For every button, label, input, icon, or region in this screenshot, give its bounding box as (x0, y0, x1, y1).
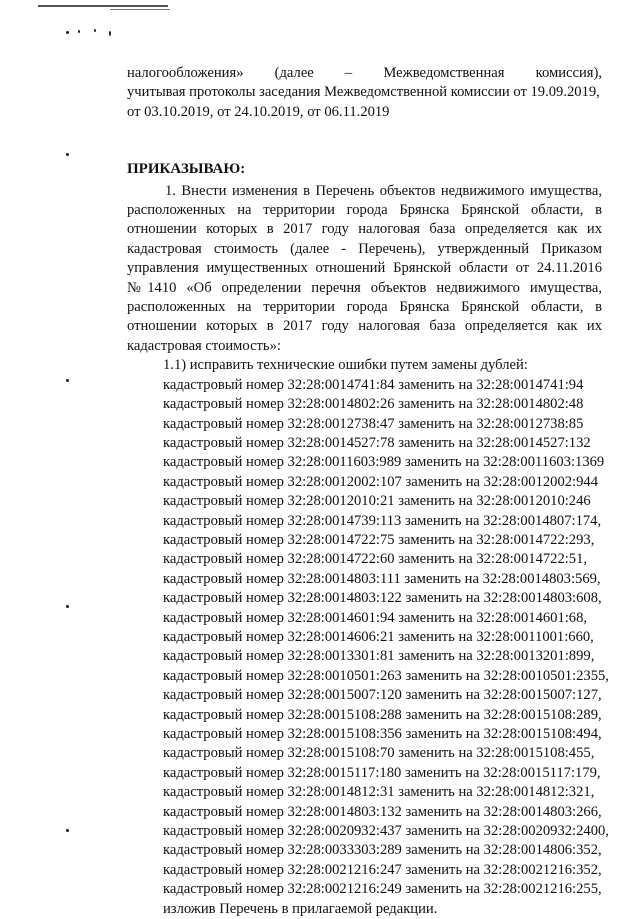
intro-line: от 03.10.2019, от 24.10.2019, от 06.11.2019 (127, 103, 390, 120)
intro-line: налогообложения» (далее – Межведомственная комиссия), (127, 65, 602, 81)
replacement-line: кадастровый номер 32:28:0014527:78 заменить на 32:28:0014527:132 (163, 434, 591, 451)
replacement-line: кадастровый номер 32:28:0015108:288 заменить на 32:28:0015108:289, (163, 706, 602, 723)
scan-speck (94, 29, 96, 32)
replacement-line: кадастровый номер 32:28:0015007:120 заменить на 32:28:0015007:127, (163, 687, 602, 704)
replacement-line: кадастровый номер 32:28:0014812:31 заменить на 32:28:0014812:321, (163, 784, 595, 801)
replacement-line: кадастровый номер 32:28:0021216:247 заменить на 32:28:0021216:352, (163, 861, 602, 878)
item-1-line: отношении которых в 2017 году налоговая база определяется как их (127, 318, 602, 335)
replacement-line: кадастровый номер 32:28:0013301:81 заменить на 32:28:0013201:899, (163, 648, 595, 665)
replacement-line: кадастровый номер 32:28:0014722:75 заменить на 32:28:0014722:293, (163, 531, 595, 548)
replacement-line: кадастровый номер 32:28:0014741:84 заменить на 32:28:0014741:94 (163, 376, 584, 393)
replacement-line: кадастровый номер 32:28:0033303:289 заменить на 32:28:0014806:352, (163, 842, 602, 859)
replacement-line: кадастровый номер 32:28:0014802:26 заменить на 32:28:0014802:48 (163, 396, 584, 413)
replacement-line: кадастровый номер 32:28:0015117:180 заменить на 32:28:0015117:179, (163, 764, 601, 781)
replacement-line: кадастровый номер 32:28:0014739:113 заменить на 32:28:0014807:174, (163, 512, 602, 529)
item-1-line: расположенных на территории города Брянска Брянской области, в (127, 299, 602, 316)
scan-speck (78, 30, 80, 33)
replacement-line: кадастровый номер 32:28:0014803:122 заменить на 32:28:0014803:608, (163, 590, 602, 607)
scan-speck (66, 605, 69, 608)
replacement-line: кадастровый номер 32:28:0014803:132 заменить на 32:28:0014803:266, (163, 803, 602, 820)
replacement-line: кадастровый номер 32:28:0014601:94 заменить на 32:28:0014601:68, (163, 609, 588, 626)
replacement-line: кадастровый номер 32:28:0021216:249 заменить на 32:28:0021216:255, (163, 881, 602, 898)
replacement-line: кадастровый номер 32:28:0014722:60 заменить на 32:28:0014722:51, (163, 551, 588, 568)
replacement-line: кадастровый номер 32:28:0011603:989 заменить на 32:28:0011603:1369 (163, 454, 605, 471)
item-1-line: 1. Внести изменения в Перечень объектов недвижимого имущества, (165, 182, 602, 199)
order-heading: ПРИКАЗЫВАЮ: (127, 161, 246, 178)
scan-speck (109, 31, 111, 36)
replacement-line: кадастровый номер 32:28:0012002:107 заменить на 32:28:0012002:944 (163, 473, 598, 490)
replacement-line: кадастровый номер 32:28:0014606:21 заменить на 32:28:0011001:660, (163, 628, 594, 645)
replacement-line: кадастровый номер 32:28:0014803:111 заменить на 32:28:0014803:569, (163, 570, 601, 587)
item-1-line: №1410 «Об определении перечня объектов недвижимого имущества, (127, 279, 602, 296)
scan-speck (66, 31, 69, 34)
subitem-1-1 (127, 356, 609, 919)
replacement-line: кадастровый номер 32:28:0012738:47 заменить на 32:28:0012738:85 (163, 415, 584, 432)
intro-line: учитывая протоколы заседания Межведомственной комиссии от 19.09.2019, (127, 84, 600, 101)
item-1-line: кадастровая стоимость»: (127, 337, 281, 354)
replacement-line: кадастровый номер 32:28:0012010:21 заменить на 32:28:0012010:246 (163, 493, 591, 510)
replacement-line: кадастровый номер 32:28:0015108:70 заменить на 32:28:0015108:455, (163, 745, 595, 762)
scan-artifact-line (38, 5, 168, 7)
replacement-list (127, 376, 609, 900)
subitem-conclusion: изложив Перечень в прилагаемой редакции. (163, 900, 438, 917)
item-1-line: управления имущественных отношений Брянской области от 24.11.2016 (127, 260, 602, 277)
intro-paragraph (127, 64, 602, 122)
replacement-line: кадастровый номер 32:28:0015108:356 заменить на 32:28:0015108:494, (163, 726, 602, 742)
scan-speck (66, 153, 69, 156)
scan-artifact-line (110, 9, 170, 10)
item-1-line: расположенных на территории города Брянска Брянской области, в (127, 202, 602, 219)
replacement-line: кадастровый номер 32:28:0010501:263 заменить на 32:28:0010501:2355, (163, 667, 609, 684)
replacement-line: кадастровый номер 32:28:0020932:437 заменить на 32:28:0020932:2400, (163, 823, 609, 840)
scan-speck (66, 379, 69, 382)
scan-speck (66, 829, 69, 832)
item-1-line: отношении которых в 2017 году налоговая база определяется как их (127, 221, 602, 238)
item-1-paragraph (127, 182, 602, 357)
document-page (127, 64, 609, 919)
subitem-heading: 1.1) исправить технические ошибки путем замены дублей: (163, 357, 528, 374)
item-1-line: кадастровая стоимость (далее - Перечень), утвержденный Приказом (127, 240, 602, 257)
